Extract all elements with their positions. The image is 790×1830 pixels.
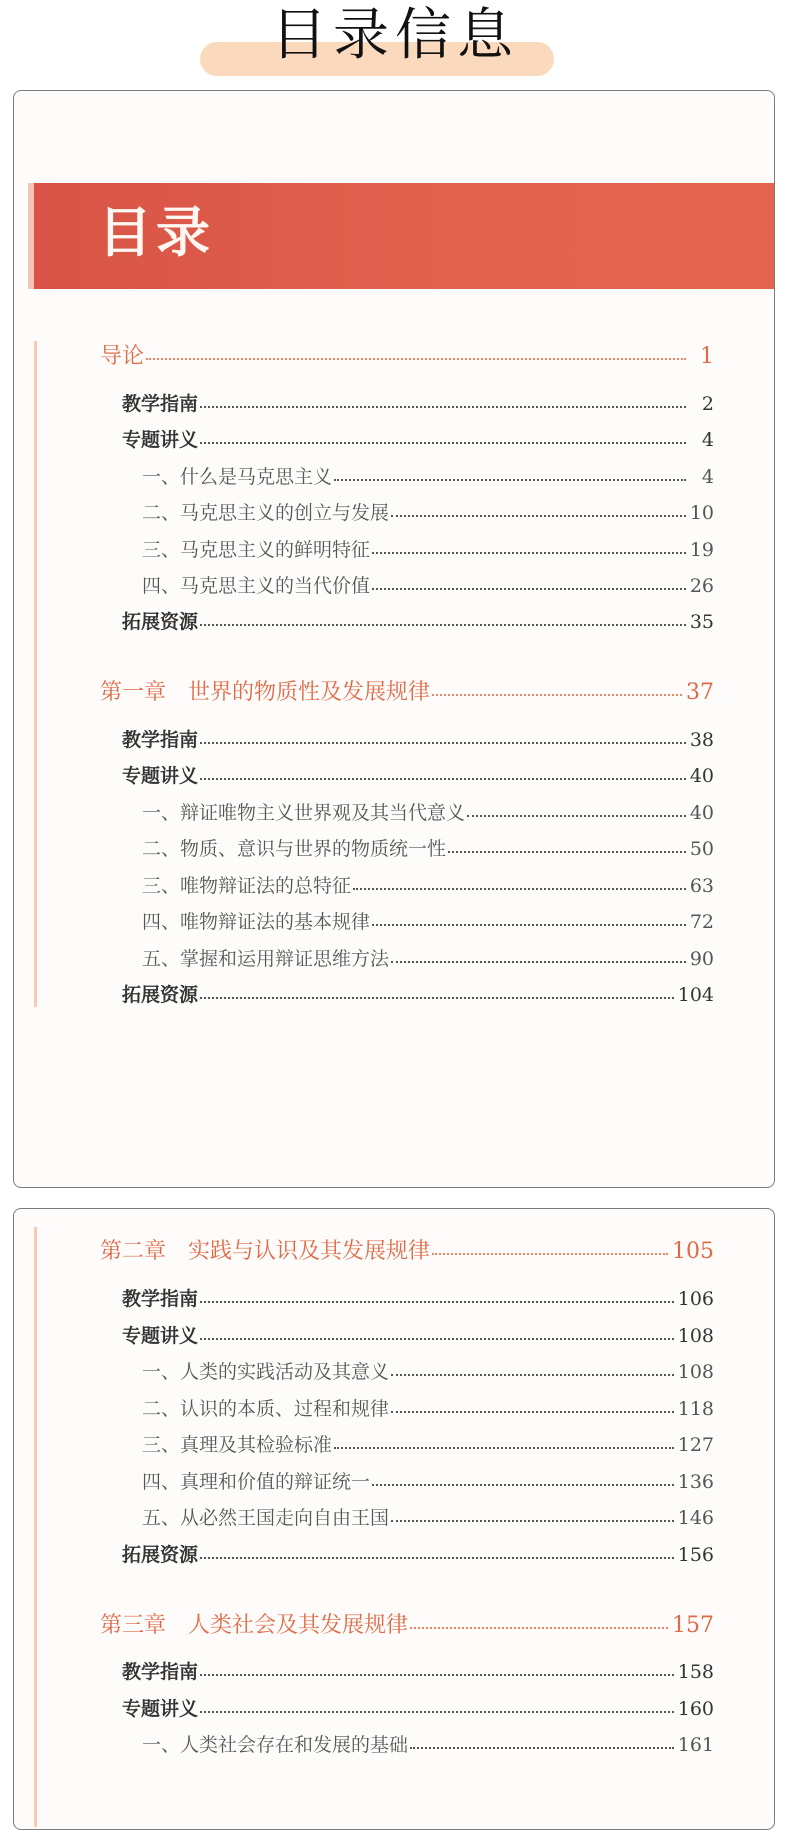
toc-page-number: 4 (701, 429, 714, 451)
toc-subsection (142, 535, 714, 562)
dot-leader (200, 1673, 674, 1676)
toc-entry-title: 四、马克思主义的当代价值 (142, 575, 371, 597)
dot-leader (334, 478, 686, 481)
dot-leader (372, 587, 686, 590)
toc-entry-title: 拓展资源 (122, 611, 199, 633)
dot-leader (467, 814, 686, 817)
dot-leader (200, 405, 686, 408)
dot-leader (200, 623, 686, 626)
toc-chapter (100, 1608, 714, 1639)
dot-leader (391, 1410, 674, 1413)
page-header (0, 0, 790, 88)
toc-section (122, 1657, 714, 1684)
toc-section (122, 761, 714, 788)
toc-page-number: 35 (689, 611, 714, 633)
toc-section (122, 1284, 714, 1311)
toc-entry-title: 教学指南 (122, 393, 199, 415)
dot-leader (200, 741, 686, 744)
dot-leader (200, 1337, 674, 1340)
toc-page-number: 1 (700, 344, 714, 369)
toc-page-number: 108 (677, 1325, 714, 1347)
toc-panel-1 (13, 90, 775, 1188)
toc-entry-title: 教学指南 (122, 729, 199, 751)
toc-subsection (142, 1503, 714, 1530)
dot-leader (334, 1446, 674, 1449)
dot-leader (391, 514, 686, 517)
toc-entry-title: 专题讲义 (122, 1698, 199, 1720)
toc-page-number: 63 (689, 875, 714, 897)
toc-entry-title: 第一章 世界的物质性及发展规律 (100, 680, 431, 705)
dot-leader (432, 1252, 668, 1255)
toc-section (122, 607, 714, 634)
toc-subsection (142, 498, 714, 525)
toc-section (122, 425, 714, 452)
toc-section (122, 980, 714, 1007)
decorative-rule (34, 1227, 37, 1827)
toc-entry-title: 导论 (100, 344, 145, 369)
toc-entry-title: 三、真理及其检验标准 (142, 1434, 333, 1456)
dot-leader (391, 960, 686, 963)
toc-entry-title: 一、辩证唯物主义世界观及其当代意义 (142, 802, 466, 824)
toc-page-number: 50 (689, 838, 714, 860)
toc-page-number: 161 (677, 1734, 714, 1756)
toc-page-number: 105 (672, 1239, 714, 1264)
toc-entry-title: 教学指南 (122, 1288, 199, 1310)
toc-entry-title: 一、什么是马克思主义 (142, 466, 333, 488)
toc-entry-title: 专题讲义 (122, 1325, 199, 1347)
toc-entry-title: 五、从必然王国走向自由王国 (142, 1507, 390, 1529)
page-title: 目录信息 (271, 3, 519, 68)
toc-page-number: 37 (686, 680, 714, 705)
dot-leader (410, 1626, 668, 1629)
banner-title: 目录 (98, 201, 214, 264)
dot-leader (448, 850, 686, 853)
toc-entry-title: 五、掌握和运用辩证思维方法 (142, 948, 390, 970)
toc-subsection (142, 798, 714, 825)
toc-page-number: 160 (677, 1698, 714, 1720)
toc-page-number: 90 (689, 948, 714, 970)
toc-entry-title: 三、马克思主义的鲜明特征 (142, 539, 371, 561)
dot-leader (200, 996, 674, 999)
dot-leader (146, 357, 686, 360)
toc-subsection (142, 834, 714, 861)
toc-page-number: 158 (677, 1661, 714, 1683)
toc-page-number: 118 (677, 1398, 714, 1420)
toc-entry-title: 第二章 实践与认识及其发展规律 (100, 1239, 431, 1264)
toc-page-number: 146 (677, 1507, 714, 1529)
toc-subsection (142, 1430, 714, 1457)
toc-chapter (100, 339, 714, 370)
toc-panel-2 (13, 1208, 775, 1830)
toc-section (122, 725, 714, 752)
toc-subsection (142, 944, 714, 971)
toc-section (122, 1694, 714, 1721)
toc-entry-title: 一、人类的实践活动及其意义 (142, 1361, 390, 1383)
dot-leader (372, 551, 686, 554)
toc-subsection (142, 871, 714, 898)
dot-leader (200, 1300, 674, 1303)
toc-entry-title: 教学指南 (122, 1661, 199, 1683)
contents-banner (34, 183, 774, 289)
toc-entry-title: 四、唯物辩证法的基本规律 (142, 911, 371, 933)
toc-entry-title: 拓展资源 (122, 1544, 199, 1566)
toc-entry-title: 四、真理和价值的辩证统一 (142, 1471, 371, 1493)
toc-chapter (100, 675, 714, 706)
toc-subsection (142, 1730, 714, 1757)
toc-page-number: 38 (689, 729, 714, 751)
dot-leader (200, 1556, 674, 1559)
toc-subsection (142, 571, 714, 598)
toc-subsection (142, 907, 714, 934)
toc-subsection (142, 1357, 714, 1384)
dot-leader (372, 923, 686, 926)
toc-page-number: 40 (689, 765, 714, 787)
decorative-rule (34, 341, 37, 1007)
toc-page-number: 26 (689, 575, 714, 597)
toc-entry-title: 二、马克思主义的创立与发展 (142, 502, 390, 524)
toc-entry-title: 二、认识的本质、过程和规律 (142, 1398, 390, 1420)
dot-leader (432, 693, 682, 696)
dot-leader (353, 887, 686, 890)
dot-leader (410, 1746, 674, 1749)
toc-page-number: 104 (677, 984, 714, 1006)
toc-entry-title: 专题讲义 (122, 429, 199, 451)
toc-page-number: 157 (672, 1613, 714, 1638)
dot-leader (200, 777, 686, 780)
toc-section (122, 1540, 714, 1567)
toc-page-number: 2 (701, 393, 714, 415)
dot-leader (200, 441, 686, 444)
toc-entry-title: 拓展资源 (122, 984, 199, 1006)
toc-page-number: 106 (677, 1288, 714, 1310)
toc-section (122, 389, 714, 416)
toc-page-number: 108 (677, 1361, 714, 1383)
toc-page-number: 10 (689, 502, 714, 524)
dot-leader (391, 1519, 674, 1522)
toc-page-number: 4 (701, 466, 714, 488)
toc-entry-title: 二、物质、意识与世界的物质统一性 (142, 838, 447, 860)
toc-page-number: 156 (677, 1544, 714, 1566)
toc-subsection (142, 1467, 714, 1494)
toc-entry-title: 专题讲义 (122, 765, 199, 787)
toc-page-number: 72 (689, 911, 714, 933)
toc-subsection (142, 1394, 714, 1421)
dot-leader (391, 1373, 674, 1376)
toc-page-number: 19 (689, 539, 714, 561)
toc-page-number: 136 (677, 1471, 714, 1493)
toc-section (122, 1321, 714, 1348)
toc-entry-title: 第三章 人类社会及其发展规律 (100, 1613, 409, 1638)
toc-entry-title: 一、人类社会存在和发展的基础 (142, 1734, 409, 1756)
toc-page-number: 40 (689, 802, 714, 824)
dot-leader (372, 1483, 674, 1486)
dot-leader (200, 1710, 674, 1713)
toc-page-number: 127 (677, 1434, 714, 1456)
toc-subsection (142, 462, 714, 489)
toc-chapter (100, 1234, 714, 1265)
toc-entry-title: 三、唯物辩证法的总特征 (142, 875, 352, 897)
